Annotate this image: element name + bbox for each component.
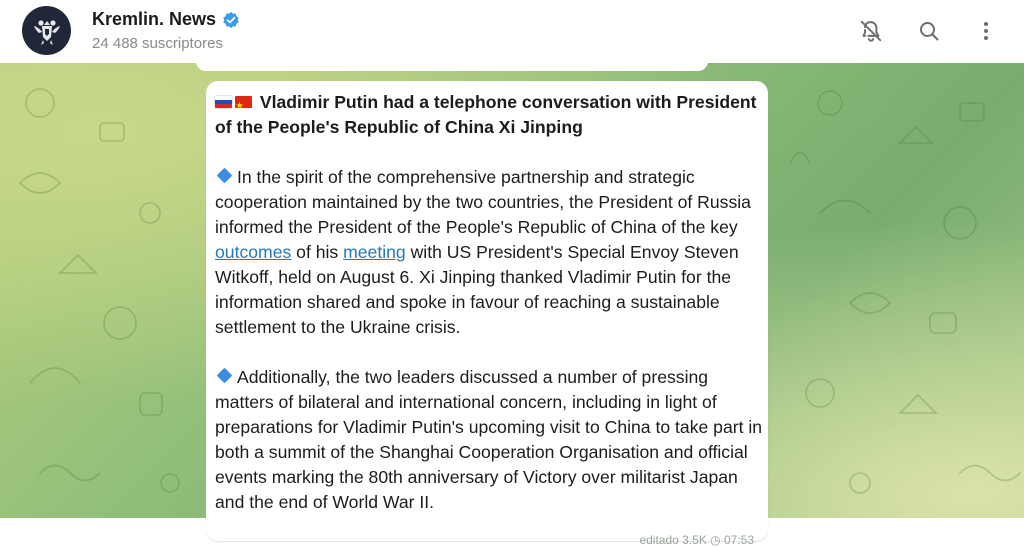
bell-slash-icon: [858, 18, 884, 44]
outcomes-link[interactable]: outcomes: [215, 242, 292, 262]
message-text: [215, 90, 763, 540]
more-options-button[interactable]: [971, 16, 1001, 46]
paragraph-2-text: Additionally, the two leaders discussed a number of pressing matters of bilateral and international concern, including in light of preparations for Vladimir Putin's upcoming visit to China to take part in both a summit of the Shanghai Cooperation Organisation and official events marking the 80th anniversary of Victory over militarist Japan and the end of World War II.: [215, 367, 763, 512]
paragraph-1-text-b: of his: [291, 242, 344, 262]
verified-badge-icon: [222, 11, 240, 29]
blue-diamond-icon: [217, 368, 233, 384]
message-meta: editado 3.5K ◷ 07:53: [639, 533, 754, 547]
message-bubble[interactable]: [206, 81, 768, 547]
double-headed-eagle-icon: [30, 14, 64, 48]
mute-button[interactable]: [856, 16, 886, 46]
meeting-link[interactable]: meeting: [343, 242, 406, 262]
channel-avatar[interactable]: [22, 6, 71, 55]
message-headline: [215, 90, 763, 140]
headline-text: Vladimir Putin had a telephone conversation with President of the People's Republic of China Xi Jinping: [215, 92, 757, 137]
blue-diamond-icon: [217, 168, 233, 184]
chat-header: [0, 0, 1024, 63]
paragraph-1-text-c: with US President's Special Envoy Steven Witkoff, held on August 6. Xi Jinping thanked Vladimir Putin for the information shared and spoke in favour of reaching a sustainable settlement to the Ukraine crisis.: [215, 242, 739, 337]
chat-background[interactable]: [0, 63, 1024, 547]
russia-flag-icon: [215, 96, 232, 108]
message-paragraph-2: [215, 365, 763, 515]
china-flag-icon: [235, 96, 252, 108]
search-icon: [917, 19, 941, 43]
search-button[interactable]: [914, 16, 944, 46]
subscriber-count: 24 488 suscriptores: [92, 35, 223, 52]
paragraph-1-text-a: In the spirit of the comprehensive partnership and strategic cooperation maintained by the two countries, the President of Russia informed the President of the People's Republic of China of the key: [215, 167, 751, 237]
more-vertical-icon: [974, 19, 998, 43]
channel-name[interactable]: Kremlin. News: [92, 9, 217, 29]
message-paragraph-1: [215, 165, 763, 340]
